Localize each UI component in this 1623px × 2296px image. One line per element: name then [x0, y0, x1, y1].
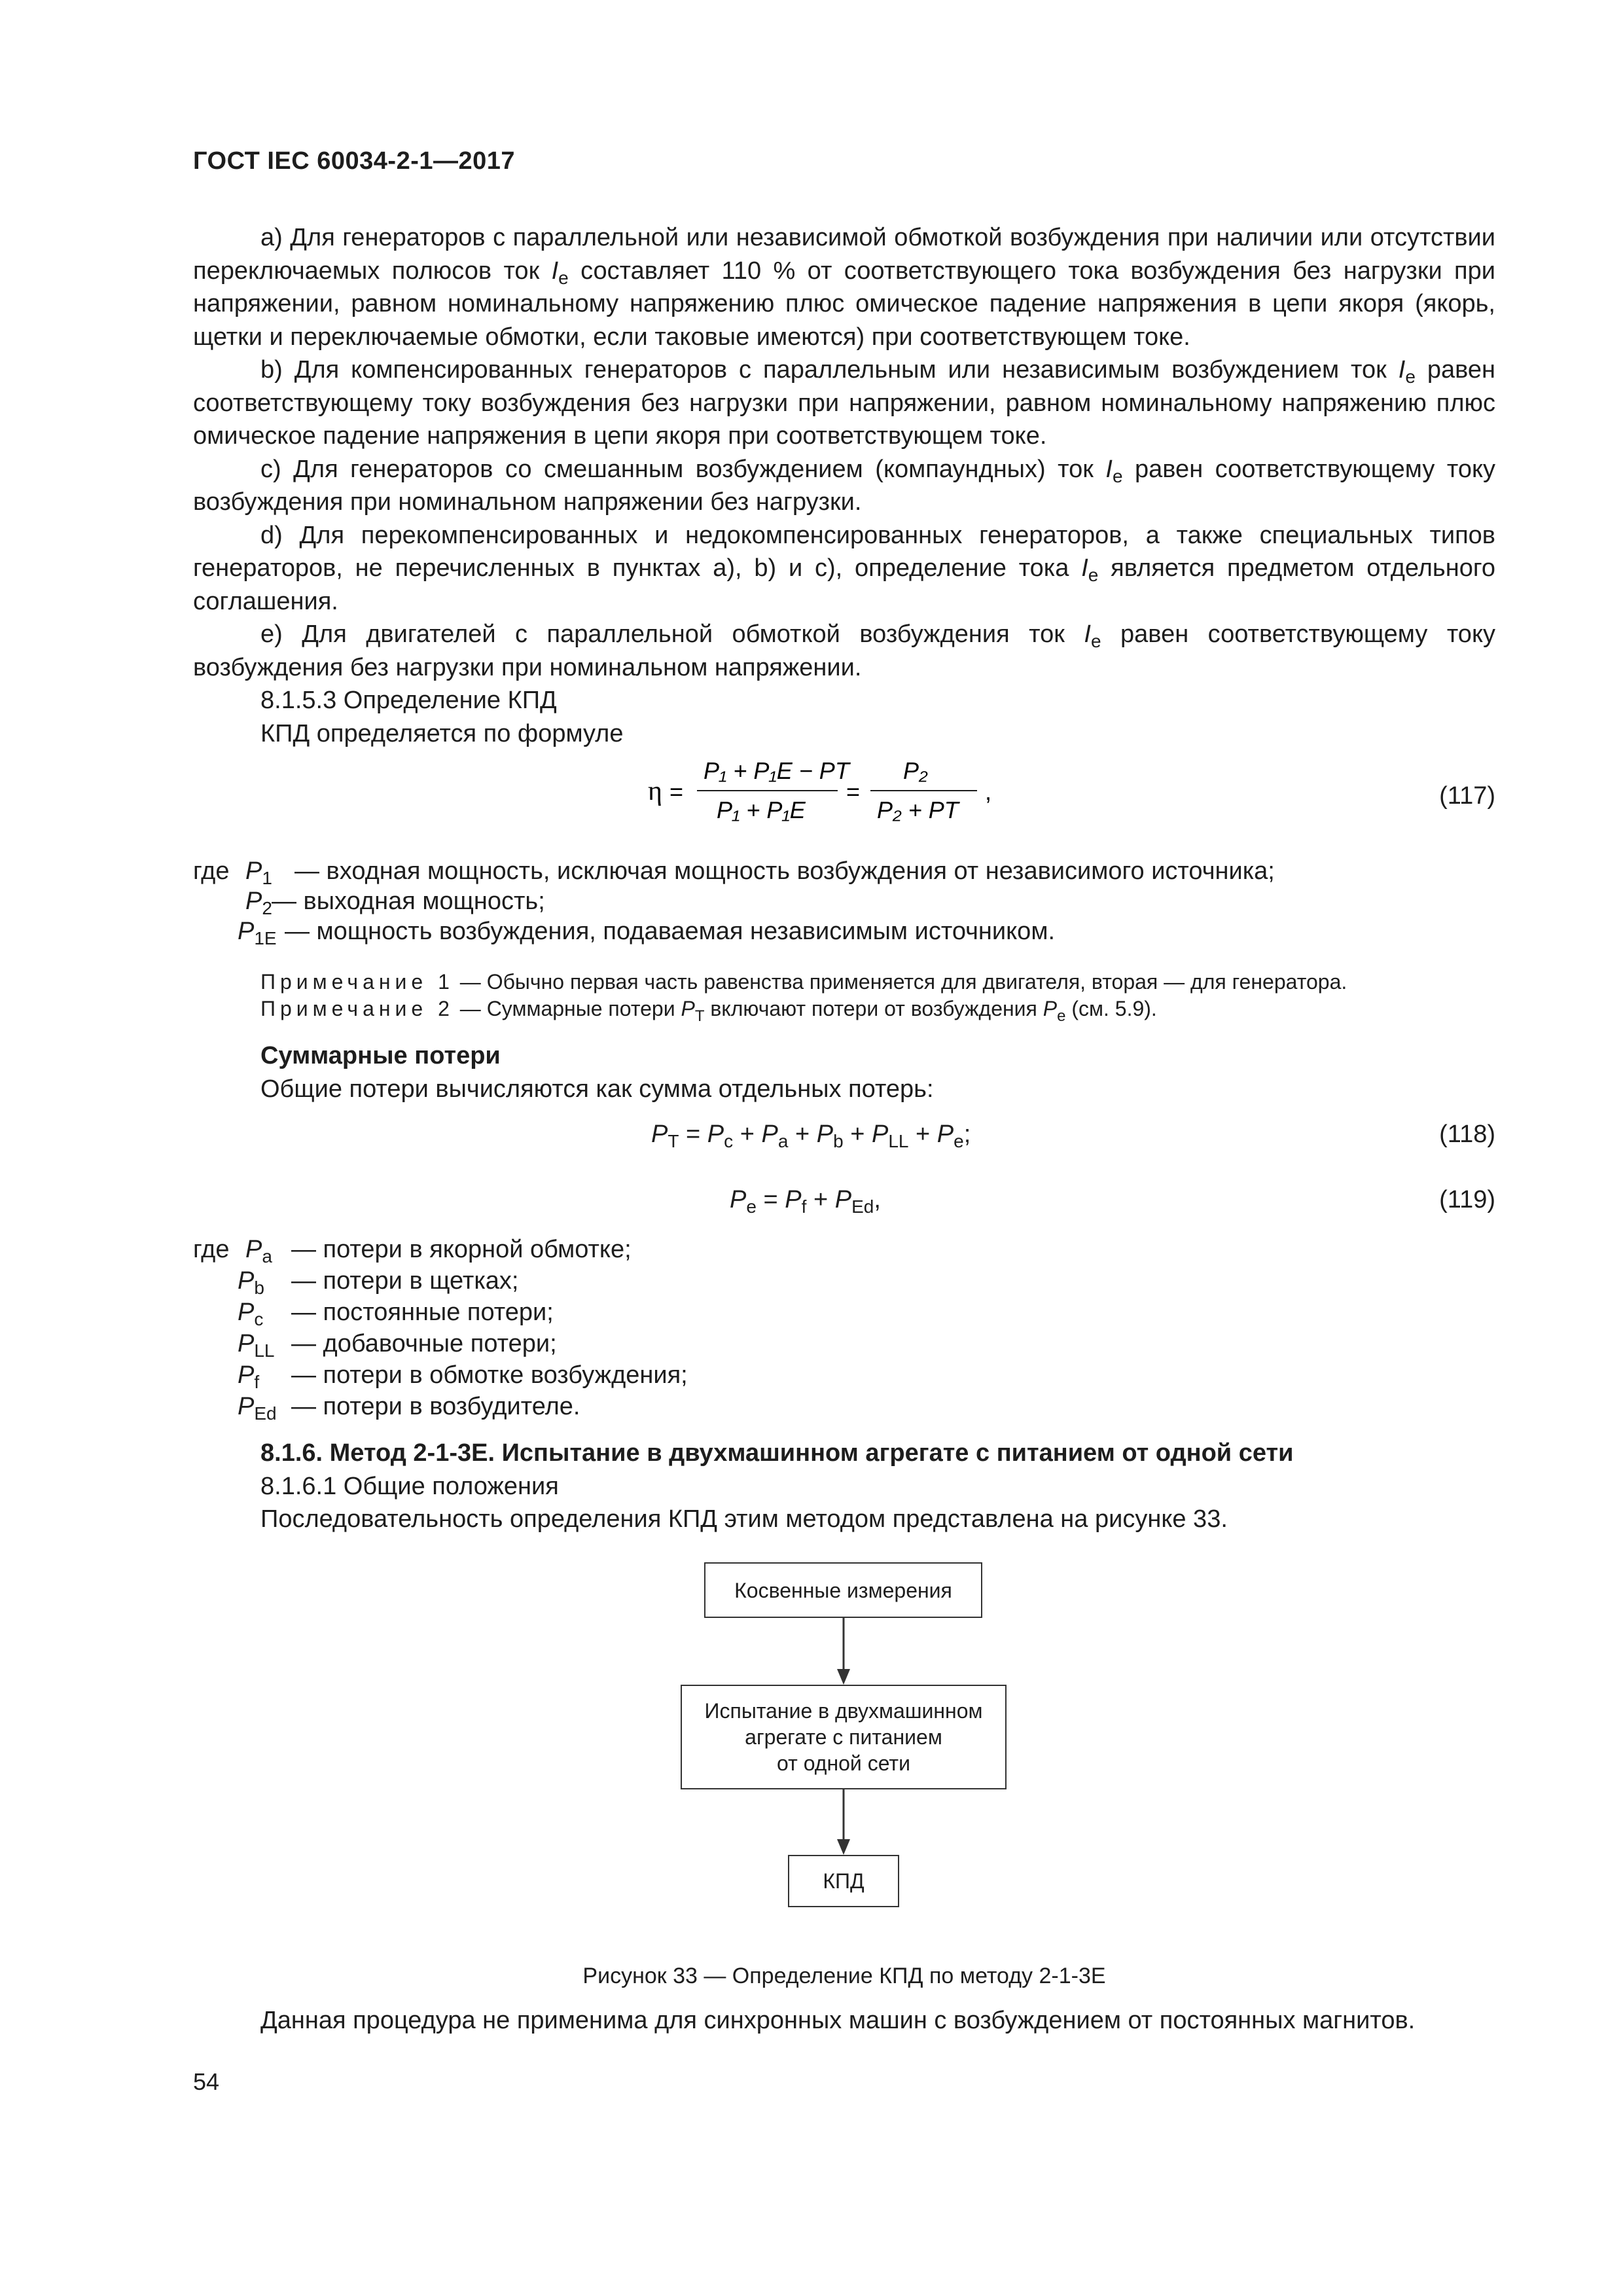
- losses-intro: Общие потери вычисляются как сумма отдельных потерь:: [260, 1075, 934, 1103]
- equation-119: [193, 1186, 1495, 1219]
- paragraph-c: с) Для генераторов со смешанным возбуждением (компаундных) ток $I_e$ равен соответствующему току возбуждения при номинальном напряжении без нагрузки.: [193, 455, 1495, 516]
- fraction1-denominator: P₁ + P₁E: [717, 797, 806, 823]
- equation-118: [193, 1121, 1495, 1153]
- losses-heading: Суммарные потери: [260, 1042, 501, 1069]
- equation-comma: ,: [985, 778, 992, 805]
- method-section: [193, 1437, 1495, 1536]
- flowchart-box-efficiency: КПД: [788, 1855, 899, 1907]
- fraction2-numerator: P₂: [903, 757, 928, 784]
- figure-caption: Рисунок 33 — Определение КПД по методу 2-1-3Е: [582, 1964, 1106, 1988]
- equation-number-119: (119): [1439, 1186, 1495, 1213]
- final-paragraph: Данная процедура не применима для синхронных машин с возбуждением от постоянных магнитов.: [260, 2007, 1416, 2034]
- kpd-formula-intro: КПД определяется по формуле: [260, 719, 624, 747]
- losses-section: [193, 1039, 1495, 1105]
- definition-row: $P_c$ — постоянные потери;: [238, 1299, 554, 1329]
- flowchart-box-indirect-measurements: Косвенные измерения: [704, 1562, 982, 1618]
- fraction1-numerator: P₁ + P₁E − PT: [704, 757, 849, 784]
- equation-number-118: (118): [1439, 1121, 1495, 1148]
- paragraph-e: е) Для двигателей с параллельной обмоткой возбуждения ток $I_e$ равен соответствующему току возбуждения без нагрузки при номинальном напряжении.: [193, 620, 1495, 681]
- note-2: Примечание 2 — Суммарные потери $P_T$ включают потери от возбуждения $P_e$ (см. 5.9).: [260, 997, 1157, 1025]
- definition-row: $P_f$ — потери в обмотке возбуждения;: [238, 1361, 688, 1392]
- definition-row: $P_{LL}$ — добавочные потери;: [238, 1330, 557, 1361]
- definition-row: $P_{1E}$ — мощность возбуждения, подаваемая независимым источником.: [238, 918, 1055, 948]
- definition-row: где $P_1$ — входная мощность, исключая мощность возбуждения от независимого источника;: [193, 857, 1275, 888]
- equation-number-117: (117): [1439, 782, 1495, 810]
- fraction2-denominator: P₂ + PT: [877, 797, 959, 823]
- flowchart-arrow-2: [835, 1789, 852, 1855]
- page-number: 54: [193, 2068, 220, 2095]
- paragraph-a: а) Для генераторов с параллельной или независимой обмоткой возбуждения при наличии или отсутствии переключаемых полюсов ток $I_e$ составляет 110 % от соответствующего тока возбуждения без нагрузки при напряжении, равном номинальному напряжению плюс омическое падение напряжения в цепи якоря (якорь, щетки и переключаемые обмотки, если таковые имеются) при соответствующем токе.: [193, 224, 1495, 351]
- equation-119-formula: $P_e = P_f + P_{Ed}$,: [730, 1186, 881, 1217]
- definition-row: где $P_a$ — потери в якорной обмотке;: [193, 1236, 632, 1266]
- definition-row: $P_{Ed}$ — потери в возбудителе.: [238, 1393, 580, 1424]
- flowchart-box-two-machine-test: Испытание в двухмашинном агрегате с питанием от одной сети: [681, 1685, 1007, 1789]
- method-text: Последовательность определения КПД этим методом представлена на рисунке 33.: [260, 1505, 1228, 1533]
- section-8-1-5-3: 8.1.5.3 Определение КПД: [260, 687, 557, 714]
- document-header: ГОСТ IEC 60034-2-1—2017: [193, 147, 516, 175]
- equation-117-formula: [645, 746, 1050, 831]
- definition-row: $P_b$ — потери в щетках;: [238, 1267, 519, 1298]
- equals-sign-1: =: [669, 778, 684, 805]
- main-text: [193, 221, 1495, 750]
- eta-symbol: η: [648, 776, 662, 806]
- notes: [260, 969, 1497, 1025]
- method-subsection: 8.1.6.1 Общие положения: [260, 1472, 559, 1500]
- definition-row: $P_2$ — выходная мощность;: [245, 888, 545, 918]
- flowchart-arrow-1: [835, 1618, 852, 1685]
- paragraph-d: d) Для перекомпенсированных и недокомпенсированных генераторов, а также специальных типов генераторов, не перечисленных в пунктах а), b) и с), определение тока $I_e$ является предметом отдельного соглашения.: [193, 521, 1495, 615]
- method-heading: 8.1.6. Метод 2-1-3Е. Испытание в двухмашинном агрегате с питанием от одной сети: [260, 1439, 1294, 1467]
- definitions-117: [193, 856, 1495, 946]
- equation-117: [645, 746, 1495, 831]
- paragraph-b: b) Для компенсированных генераторов с параллельным или независимым возбуждением ток $I_e$ равен соответствующему току возбуждения без нагрузки при напряжении, равном номинальному напряжению плюс омическое падение напряжения в цепи якоря при соответствующем токе.: [193, 356, 1495, 450]
- equals-sign-2: =: [846, 778, 861, 805]
- note-1: Примечание 1 — Обычно первая часть равенства применяется для двигателя, вторая — для генератора.: [260, 970, 1347, 994]
- equation-118-formula: $P_T = P_c + P_a + P_b + P_{LL} + P_e$;: [651, 1121, 971, 1151]
- definitions-119: [193, 1234, 1495, 1422]
